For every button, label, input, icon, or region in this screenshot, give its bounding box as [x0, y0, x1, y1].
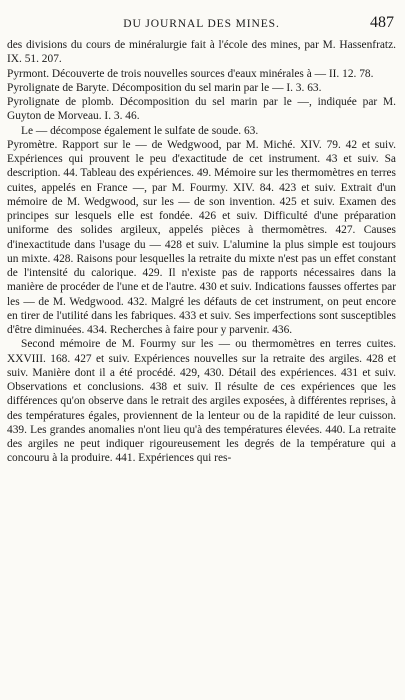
- running-head: [7, 14, 396, 36]
- running-title: DU JOURNAL DES MINES.: [123, 18, 280, 30]
- page-number: 487: [370, 14, 394, 31]
- index-entry-pyrolignate-baryte: Pyrolignate de Baryte. Décomposition du sel marin par le — I. 3. 63.: [7, 81, 322, 94]
- index-entry-pyrolignate-plomb: Pyrolignate de plomb. Décomposition du sel marin par le —, indiquée par M. Guyton de Morveau. I. 3. 46.: [7, 96, 396, 123]
- index-subentry-sulfate-soude: Le — décompose également le sulfate de soude. 63.: [21, 124, 259, 137]
- index-entry-hassenfratz-continuation: des divisions du cours de minéralurgie fait à l'école des mines, par M. Hassenfratz. IX. 51. 207.: [7, 39, 396, 66]
- index-subentry-second-memoire-fourmy: Second mémoire de M. Fourmy sur les — ou thermomètres en terres cuites. XXVIII. 168. 427 et suiv. Expériences nouvelles sur la retraite des argiles. 428 et suiv. Manière dont il a été procédé. 429, 430. Détail des expériences. 431 et suiv. Observations et conclusions. 438 et suiv. Il résulte de ces expériences que les différences qu'on observe dans le retrait des argiles exposées, à différentes reprises, à des températures égales, proviennent de la lenteur ou de la rapidité de leur cuisson. 439. Les grandes anomalies n'ont lieu qu'à des températures élevées. 440. La retraite des argiles ne peut indiquer rigoureusement les degrés de la température qui a concouru à la produire. 441. Expériences qui res-: [7, 338, 396, 465]
- index-entry-pyrmont: Pyrmont. Découverte de trois nouvelles sources d'eaux minérales à — II. 12. 78.: [7, 67, 374, 80]
- index-entries: [7, 38, 396, 466]
- index-entry-pyrometre: Pyromètre. Rapport sur le — de Wedgwood, par M. Miché. XIV. 79. 42 et suiv. Expériences qui prouvent le peu d'exactitude de cet instrument. 43 et suiv. Sa description. 44. Tableau des expériences. 49. Mémoire sur les thermomètres en terres cuites, appelés en France —, par M. Fourmy. XIV. 84. 423 et suiv. Extrait d'un mémoire de M. Wedgwood, sur les — de son invention. 425 et suiv. Examen des principes sur lesquels elle est fondée. 426 et suiv. Difficulté d'une préparation uniforme des solides argileux, appelés pièces à thermomètres. 427. Causes d'inexactitude dans l'usage du — 428 et suiv. L'alumine la plus simple est toujours un mixte. 428. Raisons pour lesquelles la retraite du mixte n'est pas un effet constant de l'intensité du calorique. 429. Il n'existe pas de rapports nécessaires dans la manière de procéder de l'une et de l'autre. 430 et suiv. Indications fausses offertes par les — de M. Wedgwood. 432. Malgré les défauts de cet instrument, on peut encore en tirer de l'utilité dans les fabriques. 433 et suiv. Ses imperfections sont susceptibles d'être diminuées. 434. Recherches à faire pour y parvenir. 436.: [7, 138, 396, 336]
